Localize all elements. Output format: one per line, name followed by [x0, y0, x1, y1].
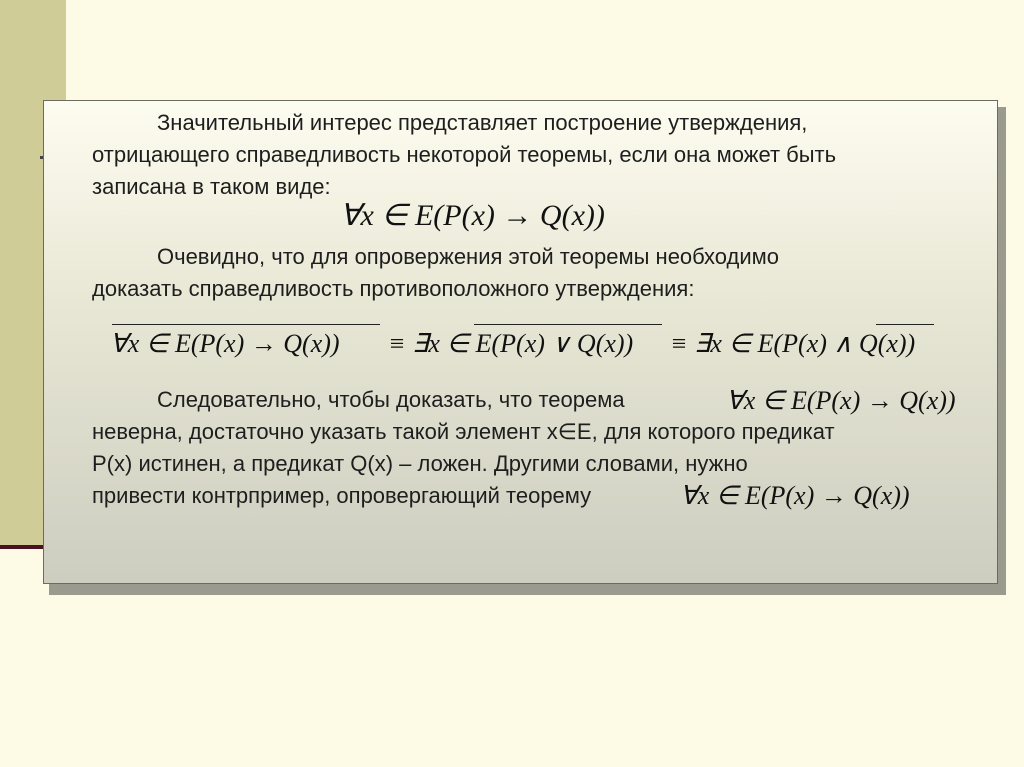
slide-content-box: [43, 100, 998, 584]
paragraph3-line4: привести контрпример, опровергающий теорему: [92, 483, 592, 508]
paragraph2-line1: Очевидно, что для опровержения этой теоремы необходимо: [157, 244, 780, 269]
formula-theorem-inline-1: ∀x ∈ E(P(x) → Q(x)): [726, 386, 956, 415]
paragraph1-line2: отрицающего справедливость некоторой теоремы, если она может быть: [92, 142, 837, 167]
formula-statement: ∀x ∈ E(P(x) → Q(x)): [340, 199, 605, 232]
negation-overline-1: [112, 324, 380, 325]
paragraph1-line3: записана в таком виде:: [92, 174, 331, 199]
formula-theorem-inline-2: ∀x ∈ E(P(x) → Q(x)): [680, 481, 910, 510]
negation-overline-3: [876, 324, 934, 325]
formula-negation-part1: ∀x ∈ E(P(x) → Q(x)): [110, 329, 340, 358]
paragraph3-line3: P(x) истинен, а предикат Q(x) – ложен. Другими словами, нужно: [92, 451, 748, 476]
formula-negation-part2: ∃x ∈ E(P(x) ∨ Q(x)): [412, 329, 634, 358]
formula-negation-part3: ∃x ∈ E(P(x) ∧ Q(x)): [694, 329, 916, 358]
negation-overline-2: [474, 324, 662, 325]
formula-equiv-sign-1: ≡: [388, 329, 406, 358]
paragraph3-line2: неверна, достаточно указать такой элемент x∈E, для которого предикат: [92, 419, 835, 444]
formula-equiv-sign-2: ≡: [670, 329, 688, 358]
paragraph2-line2: доказать справедливость противоположного утверждения:: [92, 276, 695, 301]
paragraph1-line1: Значительный интерес представляет построение утверждения,: [157, 110, 808, 135]
paragraph3-line1: Следовательно, чтобы доказать, что теорема: [157, 387, 625, 412]
